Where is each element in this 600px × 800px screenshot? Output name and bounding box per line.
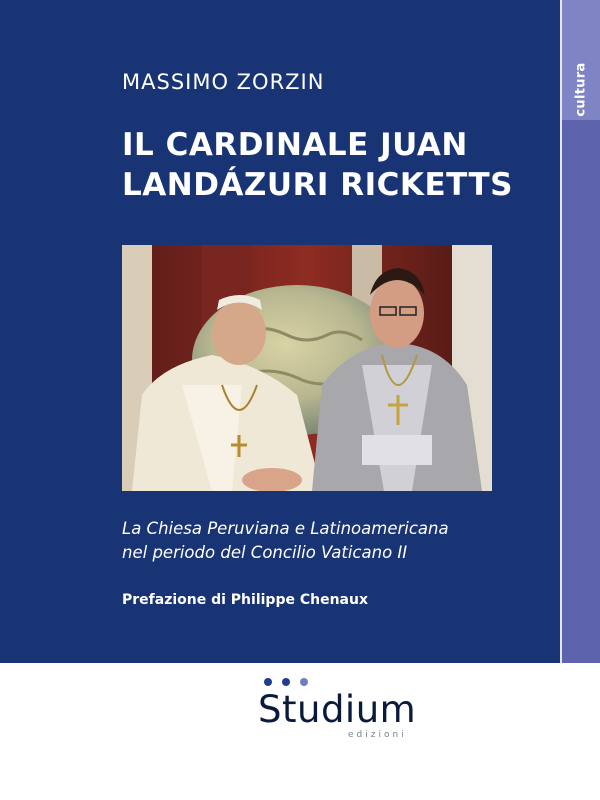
cover-photo-illustration [122,245,492,491]
series-tab [562,0,600,120]
series-strip [560,0,600,663]
author-name: MASSIMO ZORZIN [122,70,325,94]
book-subtitle [122,517,449,565]
title-line-2: LANDÁZURI RICKETTS [122,167,513,203]
logo-dot-icon [300,678,308,686]
publisher-name: Studium [258,688,417,731]
publisher-logo [258,678,418,748]
logo-dot-icon [264,678,272,686]
publisher-subtitle: edizioni [348,730,407,740]
title-line-1: IL CARDINALE JUAN [122,127,468,163]
logo-dot-icon [282,678,290,686]
preface-credit: Prefazione di Philippe Chenaux [122,592,368,608]
subtitle-line-2: nel periodo del Concilio Vaticano II [122,543,408,562]
book-title [122,125,513,205]
series-label: cultura [573,62,589,117]
cover-photo [122,245,492,491]
subtitle-line-1: La Chiesa Peruviana e Latinoamericana [122,519,449,538]
